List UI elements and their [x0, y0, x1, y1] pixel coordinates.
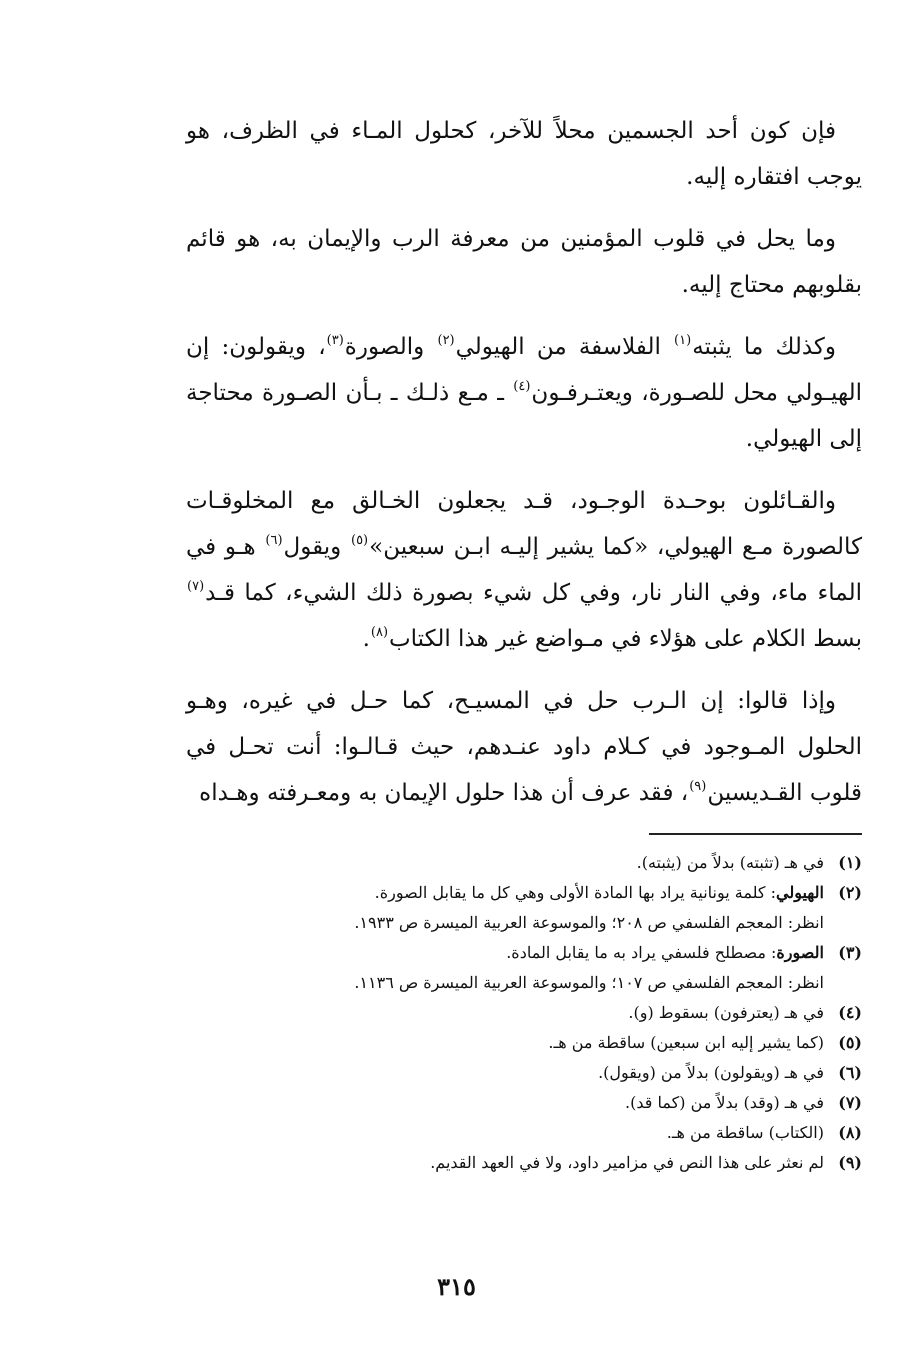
footnotes	[186, 848, 862, 1178]
footnote-ref-7[interactable]: (٧)	[187, 579, 205, 594]
paragraph-text: .	[362, 626, 370, 652]
paragraph-text: فإن كون أحد الجسمين محلاً للآخر، كحلول المـاء في الظرف، هو يوجب افتقاره إليه.	[186, 118, 862, 190]
footnote-5	[186, 1028, 862, 1058]
footnote-text: : مصطلح فلسفي يراد به ما يقابل المادة.	[506, 943, 777, 962]
paragraph-text: ويقول	[283, 534, 350, 560]
paragraph-text: ، فقد عرف أن هذا حلول الإيمان به ومعـرفته وهـداه	[199, 780, 689, 806]
footnote-term: الهيولي	[776, 883, 824, 902]
footnote-9	[186, 1148, 862, 1178]
footnote-ref-6[interactable]: (٦)	[265, 533, 283, 548]
footnote-text: في هـ (ويقولون) بدلاً من (ويقول).	[598, 1063, 824, 1082]
footnote-ref-4[interactable]: (٤)	[513, 379, 531, 394]
footnote-number: (٨)	[838, 1123, 862, 1142]
paragraph-text: الفلاسفة من الهيولي	[455, 334, 674, 360]
footnote-text: في هـ (تثبته) بدلاً من (يثبته).	[636, 853, 824, 872]
footnote-number: (٩)	[838, 1153, 862, 1172]
footnote-body	[186, 938, 824, 968]
paragraph-1	[186, 108, 862, 200]
footnote-number: (٤)	[838, 1003, 862, 1022]
footnote-number: (١)	[838, 853, 862, 872]
footnote-number: (٧)	[838, 1093, 862, 1112]
paragraph-text: وإذا قالوا: إن الـرب حل في المسيـح، كما حـل في غيره، وهـو الحلول المـوجود في كـلام داود عنـدهم، حيث قـالـوا: أنت تحـل في قلوب القـديسين	[186, 688, 862, 806]
footnote-text: في هـ (يعترفون) بسقوط (و).	[628, 1003, 824, 1022]
paragraph-4	[186, 478, 862, 662]
footnote-number: (٥)	[838, 1033, 862, 1052]
paragraph-text: هـو في الماء ماء، وفي النار نار، وفي كل شيء بصورة ذلك الشيء، كما قـد	[186, 534, 862, 606]
footnote-body	[186, 878, 824, 908]
paragraph-text: ـ مـع ذلـك ـ بـأن الصـورة محتاجة إلى الهيولي.	[186, 380, 862, 452]
paragraph-text: والصورة	[344, 334, 437, 360]
main-text	[186, 108, 862, 832]
footnote-ref-8[interactable]: (٨)	[370, 625, 389, 640]
footnote-2	[186, 878, 862, 908]
paragraph-2	[186, 216, 862, 308]
paragraph-5	[186, 678, 862, 816]
footnote-ref-3[interactable]: (٣)	[326, 333, 344, 348]
footnote-6	[186, 1058, 862, 1088]
footnote-1	[186, 848, 862, 878]
footnote-text: لم نعثر على هذا النص في مزامير داود، ولا في العهد القديم.	[430, 1153, 824, 1172]
footnote-text: (كما يشير إليه ابن سبعين) ساقطة من هـ.	[548, 1033, 824, 1052]
footnote-number: (٣)	[838, 943, 862, 962]
footnote-7	[186, 1088, 862, 1118]
paragraph-text: وكذلك ما يثبته	[692, 334, 836, 360]
footnote-divider	[649, 833, 862, 835]
paragraph-3	[186, 324, 862, 462]
footnote-2-reference: انظر: المعجم الفلسفي ص ٢٠٨؛ والموسوعة العربية الميسرة ص ١٩٣٣.	[354, 913, 824, 932]
paragraph-text: والقـائلون بوحـدة الوجـود، قـد يجعلون الخـالق مع المخلوقـات كالصورة مـع الهيولي، «كما يشير إليـه ابـن سبعين»	[186, 488, 863, 560]
footnote-4	[186, 998, 862, 1028]
paragraph-text: ، ويقولون: إن الهيـولي محل للصـورة، ويعتـرفـون	[186, 334, 862, 406]
footnote-text: : كلمة يونانية يراد بها المادة الأولى وهي كل ما يقابل الصورة.	[374, 883, 776, 902]
footnote-8	[186, 1118, 862, 1148]
footnote-ref-2[interactable]: (٢)	[437, 333, 455, 348]
footnote-term: الصورة	[776, 943, 824, 962]
page-number: ٣١٥	[437, 1272, 476, 1301]
footnote-text: (الكتاب) ساقطة من هـ.	[666, 1123, 824, 1142]
footnote-3	[186, 938, 862, 968]
paragraph-text: بسط الكلام على هؤلاء في مـواضع غير هذا الكتاب	[389, 626, 862, 652]
footnote-3-reference: انظر: المعجم الفلسفي ص ١٠٧؛ والموسوعة العربية الميسرة ص ١١٣٦.	[354, 973, 824, 992]
footnote-text: في هـ (وقد) بدلاً من (كما قد).	[625, 1093, 824, 1112]
footnote-ref-9[interactable]: (٩)	[689, 779, 707, 794]
footnote-number: (٢)	[838, 883, 862, 902]
footnote-number: (٦)	[838, 1063, 862, 1082]
footnote-ref-1[interactable]: (١)	[674, 333, 692, 348]
paragraph-text: وما يحل في قلوب المؤمنين من معرفة الرب والإيمان به، هو قائم بقلوبهم محتاج إليه.	[186, 226, 862, 298]
footnote-ref-5[interactable]: (٥)	[350, 533, 369, 548]
